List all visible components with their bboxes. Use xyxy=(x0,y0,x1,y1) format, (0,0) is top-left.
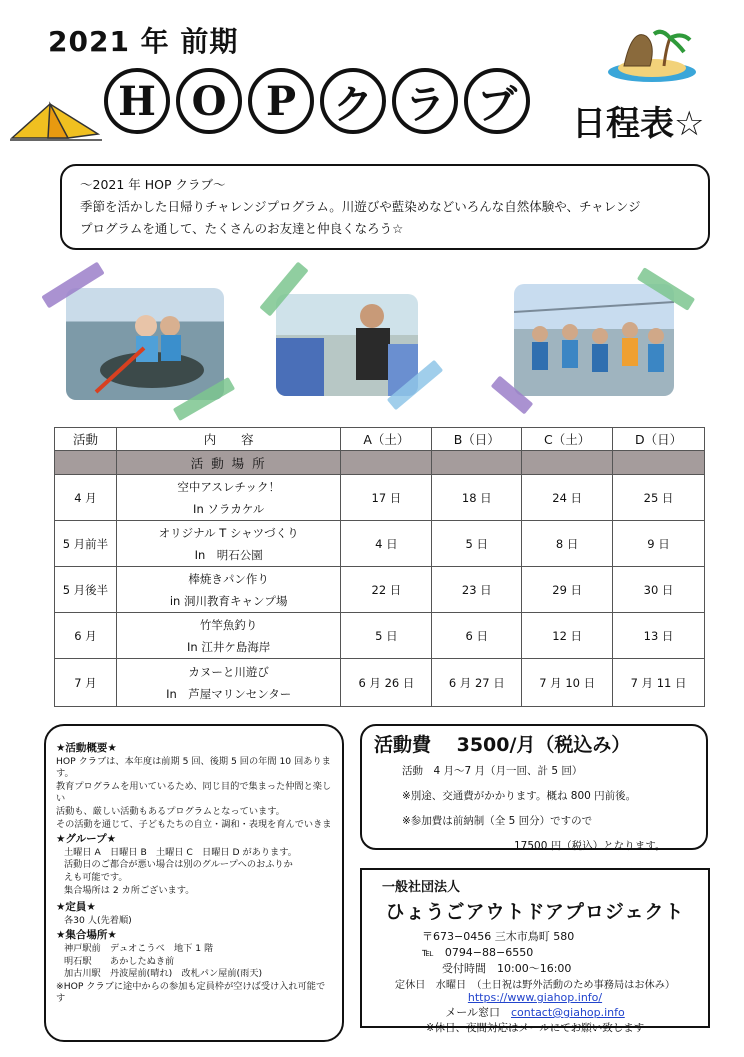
table-row: 6 月 竹竿魚釣り In 江井ケ島海岸 5 日 6 日 12 日 13 日 xyxy=(55,613,705,659)
header-a: A（土） xyxy=(341,428,432,451)
photo-group xyxy=(514,284,674,396)
overview-box: ★活動概要★ HOP クラブは、本年度は前期 5 回、後期 5 回の年間 10 回あります。 教育プログラムを用いているため、同じ目的で集まった仲間と楽しい 活動も、厳しい活動もあるプログラムとなっています。 その活動を通じて、子どもたちの自立・調和・表現を育んでいきま ★グループ★ 土曜日 A 日曜日 B 土曜日 C 日曜日 D があります。 活動日のご都合が悪い場合は別のグループへのおふりか えも可能です。 集合場所は 2 カ所ございます。 ★定員★ 各30 人(先着順) ★集合場所★ 神戸駅前 デュオこうべ 地下 1 階 明石駅 あかしたぬき前 加古川駅 丹波屋前(晴れ) 改札パン屋前(雨天) ※HOP クラブに途中からの参加も定員枠が空けば受け入れ可能です xyxy=(44,724,344,1042)
table-row: 5 月前半 オリジナル T シャツづくり In 明石公園 4 日 5 日 8 日 9 日 xyxy=(55,521,705,567)
intro-line-1: 〜2021 年 HOP クラブ〜 xyxy=(80,177,226,192)
header-d: D（日） xyxy=(613,428,705,451)
capacity-heading: ★定員★ xyxy=(56,901,96,914)
schedule-subtitle: 日程表☆ xyxy=(572,104,705,144)
website-link[interactable]: https://www.giahop.info/ xyxy=(467,991,603,1004)
header-content: 内 容 xyxy=(116,428,341,451)
schedule-table xyxy=(54,427,705,707)
header-c: C（土） xyxy=(522,428,613,451)
club-title xyxy=(104,68,566,142)
place-header-row xyxy=(55,451,705,475)
fee-box: 活動費 3500/月（税込み） 活動 4 月〜7 月（月一回、計 5 回） ※別途、交通費がかかります。概ね 800 円前後。 ※参加費は前納制（全 5 回分）ですので 17500 円（税込）となります。 xyxy=(360,724,708,850)
tent-illustration xyxy=(8,98,104,144)
header-b: B（日） xyxy=(432,428,522,451)
place-header: 活 動 場 所 xyxy=(116,451,341,475)
island-illustration xyxy=(606,18,698,84)
title-char-6: ブ xyxy=(464,68,530,134)
intro-line-3: プログラムを通して、たくさんのお友達と仲良くなろう☆ xyxy=(80,221,404,236)
table-row: 4 月 空中アスレチック！ In ソラカケル 17 日 18 日 24 日 25 日 xyxy=(55,475,705,521)
photo-tshirt xyxy=(276,294,418,396)
intro-line-2: 季節を活かした日帰りチャレンジプログラム。川遊びや藍染めなどいろんな自然体験や、チャレンジ xyxy=(80,199,641,214)
group-heading: ★グループ★ xyxy=(56,833,116,846)
title-char-1: H xyxy=(104,68,170,134)
title-char-4: ク xyxy=(320,68,386,134)
header-activity: 活動 xyxy=(55,428,117,451)
intro-box xyxy=(60,164,710,250)
page-year-title: 2021 年 前期 xyxy=(48,25,239,58)
org-name: ひょうごアウトドアプロジェクト xyxy=(385,901,685,923)
overview-heading: ★活動概要★ xyxy=(56,742,117,754)
table-row: 7 月 カヌーと川遊び In 芦屋マリンセンター 6 月 26 日 6 月 27 日 7 月 10 日 7 月 11 日 xyxy=(55,659,705,707)
organization-box: 一般社団法人 ひょうごアウトドアプロジェクト 〒673−0456 三木市鳥町 580 ℡ 0794−88−6550 受付時間 10:00〜16:00 定休日 水曜日 （土日祝は野外活動のため事務局はお休み） https://www.giahop.info/ メール窓口 contact@giahop.info ※休日、夜間対応はメールにてお願い致します xyxy=(360,868,710,1028)
title-char-2: O xyxy=(176,68,242,134)
email-link[interactable]: contact@giahop.info xyxy=(511,1006,625,1019)
photo-kayak xyxy=(66,288,224,400)
fee-title: 活動費 3500/月（税込み） xyxy=(374,734,631,756)
table-row: 5 月後半 棒焼きパン作り in 洞川教育キャンプ場 22 日 23 日 29 日 30 日 xyxy=(55,567,705,613)
title-char-5: ラ xyxy=(392,68,458,134)
title-char-3: P xyxy=(248,68,314,134)
table-header-row xyxy=(55,428,705,451)
org-type: 一般社団法人 xyxy=(382,880,461,895)
meeting-heading: ★集合場所★ xyxy=(56,929,117,942)
